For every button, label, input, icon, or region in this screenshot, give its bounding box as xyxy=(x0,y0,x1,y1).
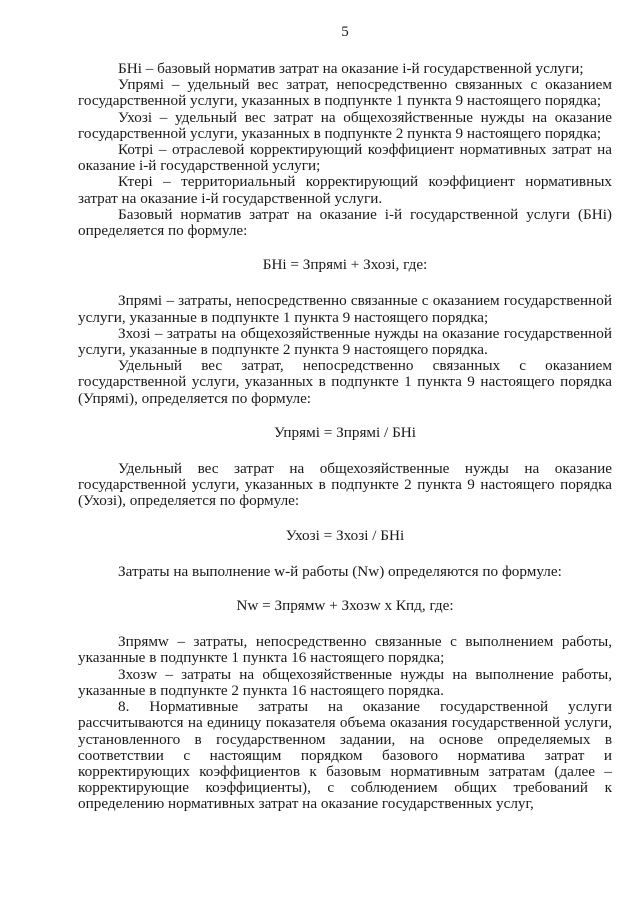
paragraph-zpryamw-definition: Зпрямw – затраты, непосредственно связанные с выполнением работы, указанные в подпункте 1 пункта 16 настоящего порядка; xyxy=(78,633,612,667)
paragraph-zhozw-definition: Зхозw – затраты на общехозяйственные нужды на выполнение работы, указанные в подпункте 2 пункта 16 настоящего порядка. xyxy=(78,665,612,699)
formula-nw: Nw = Зпрямw + Зхозw x Кпд, где: xyxy=(236,597,454,615)
formula-uhozi: Ухозi = Зхозi / БНi xyxy=(285,526,405,544)
paragraph-upryami-intro: Удельный вес затрат, непосредственно связанных с оказанием государственной услуги, указанных в подпункте 1 пункта 9 настоящего порядка (Упрямi), определяется по формуле: xyxy=(78,357,612,407)
formula-upryami: Упрямi = Зпрямi / БНi xyxy=(274,423,416,441)
paragraph-item-8: 8. Нормативные затраты на оказание государственной услуги рассчитываются на единицу показателя объема оказания государственной услуги, установленного в государственном задании, на основе определяемых в соответствии с настоящим порядком базового норматива затрат и корректирующих коэффициентов к базовым нормативным затратам (далее – корректирующие коэффициенты), с соблюдением общих требований к определению нормативных затрат на оказание государственных услуг, xyxy=(78,698,612,813)
paragraph-uhozi-definition: Ухозi – удельный вес затрат на общехозяйственные нужды на оказание государственной услуги, указанных в подпункте 2 пункта 9 настоящего порядка; xyxy=(78,108,612,142)
paragraph-nw-intro: Затраты на выполнение w-й работы (Nw) определяются по формуле: xyxy=(118,562,562,580)
formula-bni: БНi = Зпрямi + Зхозi, где: xyxy=(262,256,428,274)
paragraph-zpryami-definition: Зпрямi – затраты, непосредственно связанные с оказанием государственной услуги, указанные в подпункте 1 пункта 9 настоящего порядка; xyxy=(78,292,612,326)
paragraph-kteri-definition: Ктерi – территориальный корректирующий коэффициент нормативных затрат на оказание i-й государственной услуги. xyxy=(78,173,612,207)
paragraph-zhozi-definition: Зхозi – затраты на общехозяйственные нужды на оказание государственной услуги, указанные в подпункте 2 пункта 9 настоящего порядка. xyxy=(78,324,612,359)
paragraph-bni-definition: БНi – базовый норматив затрат на оказание i-й государственной услуги; xyxy=(118,60,584,77)
document-body xyxy=(78,61,612,813)
page-number: 5 xyxy=(341,24,349,40)
paragraph-upryami-definition: Упрямi – удельный вес затрат, непосредственно связанных с оказанием государственной услуги, указанных в подпункте 1 пункта 9 настоящего порядка; xyxy=(78,76,612,110)
paragraph-uhozi-intro: Удельный вес затрат на общехозяйственные нужды на оказание государственной услуги, указанных в подпункте 2 пункта 9 настоящего порядка (Ухозi), определяется по формуле: xyxy=(78,460,612,510)
paragraph-kotri-definition: Котрi – отраслевой корректирующий коэффициент нормативных затрат на оказание i-й государственной услуги; xyxy=(78,141,612,175)
paragraph-bni-intro: Базовый норматив затрат на оказание i-й государственной услуги (БНi) определяется по формуле: xyxy=(78,205,612,240)
